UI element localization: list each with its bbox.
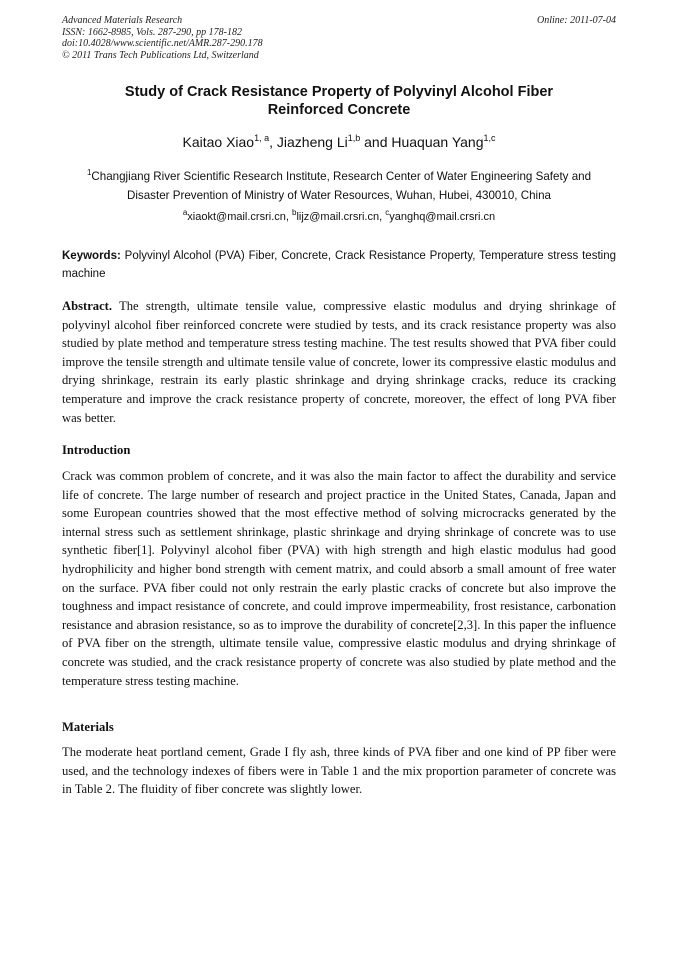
author-emails <box>62 209 616 225</box>
title-line-1: Study of Crack Resistance Property of Polyvinyl Alcohol Fiber <box>124 84 554 100</box>
affiliation-superscript: 1 <box>86 168 92 177</box>
email-superscript: c <box>385 208 390 217</box>
abstract-text: The strength, ultimate tensile value, compressive elastic modulus and drying shrinkage of polyvinyl alcohol fiber reinforced concrete were studied by tests, and its crack resistance property was also studied by plate method and temperature stress testing machine. The test results showed that PVA fiber could improve the tensile strength and ultimate tensile value of concrete, lower its compressive elastic modulus and drying shrinkage, restrain its early plastic shrinkage and drying shrinkage cracks, reduce its cracking temperature and improve the crack resistance property of concrete, moreover, the effect of long PVA fiber was better. <box>62 299 616 425</box>
paper-title <box>62 83 616 119</box>
affiliation-text: Changjiang River Scientific Research Institute, Research Center of Water Engineering Safety and <box>91 170 592 183</box>
section-heading-materials: Materials <box>62 720 114 734</box>
doi-line: doi:10.4028/www.scientific.net/AMR.287-290.178 <box>62 38 263 49</box>
email-address: yanghq@mail.crsri.cn <box>389 211 496 223</box>
author-name: Jiazheng Li <box>276 134 348 150</box>
abstract-label: Abstract. <box>62 299 113 313</box>
issn-line: ISSN: 1662-8985, Vols. 287-290, pp 178-182 <box>62 26 242 38</box>
author-superscript: 1, a <box>254 133 270 143</box>
keywords-label: Keywords: <box>62 250 121 262</box>
author-name: Kaitao Xiao <box>182 134 255 150</box>
journal-header <box>62 15 616 61</box>
affiliation-line-2: Disaster Prevention of Ministry of Water Resources, Wuhan, Hubei, 430010, China <box>126 189 551 202</box>
copyright-line: © 2011 Trans Tech Publications Ltd, Switzerland <box>62 49 259 61</box>
affiliation-line-1 <box>62 167 616 186</box>
keywords-section <box>62 247 616 283</box>
email-superscript: b <box>291 208 297 217</box>
online-date: Online: 2011-07-04 <box>537 15 616 26</box>
email-superscript: a <box>182 208 188 217</box>
introduction-paragraph: Crack was common problem of concrete, and it was also the main factor to affect the durability and service life of concrete. The large number of research and project practice in the United States, Canada, Japan and some European countries showed that the most effective method of solving microcracks generated by the internal stress such as settlement shrinkage, plastic shrinkage and drying shrinkage of concrete was to use synthetic fiber[1]. Polyvinyl alcohol fiber (PVA) with high strength and high elastic modulus had good hydrophilicity and higher bond strength with cement matrix, and could absorb a small amount of free water on the surface. PVA fiber could not only restrain the early plastic cracks of concrete but also improve the toughness and impact resistance of concrete, and could improve impermeability, frost resistance, carbonation resistance and abrasion resistance, so as to improve the durability of concrete[2,3]. In this paper the influence of PVA fiber on the strength, ultimate tensile value, compressive elastic modulus and drying shrinkage of concrete was studied, and the crack resistance property of concrete was also studied by plate method and the temperature stress testing machine. <box>62 469 616 688</box>
section-heading-introduction: Introduction <box>62 443 131 457</box>
email-address: lijz@mail.crsri.cn, <box>296 211 386 223</box>
affiliation <box>62 167 616 205</box>
materials-paragraph: The moderate heat portland cement, Grade I fly ash, three kinds of PVA fiber and one kind of PP fiber were used, and the technology indexes of fibers were in Table 1 and the mix proportion parameter of concrete was in Table 2. The fluidity of fiber concrete was slightly lower. <box>62 745 616 797</box>
email-address: xiaokt@mail.crsri.cn, <box>187 211 292 223</box>
author-separator: and <box>360 134 392 150</box>
author-name: Huaquan Yang <box>391 134 484 150</box>
abstract-section <box>62 297 616 427</box>
journal-name: Advanced Materials Research <box>62 15 183 26</box>
author-list <box>62 133 616 151</box>
keywords-text: Polyvinyl Alcohol (PVA) Fiber, Concrete, Crack Resistance Property, Temperature stress testing machine <box>62 250 616 280</box>
author-superscript: 1,b <box>347 133 361 143</box>
title-line-2: Reinforced Concrete <box>267 102 411 118</box>
author-separator: , <box>269 134 277 150</box>
author-superscript: 1,c <box>483 133 496 143</box>
